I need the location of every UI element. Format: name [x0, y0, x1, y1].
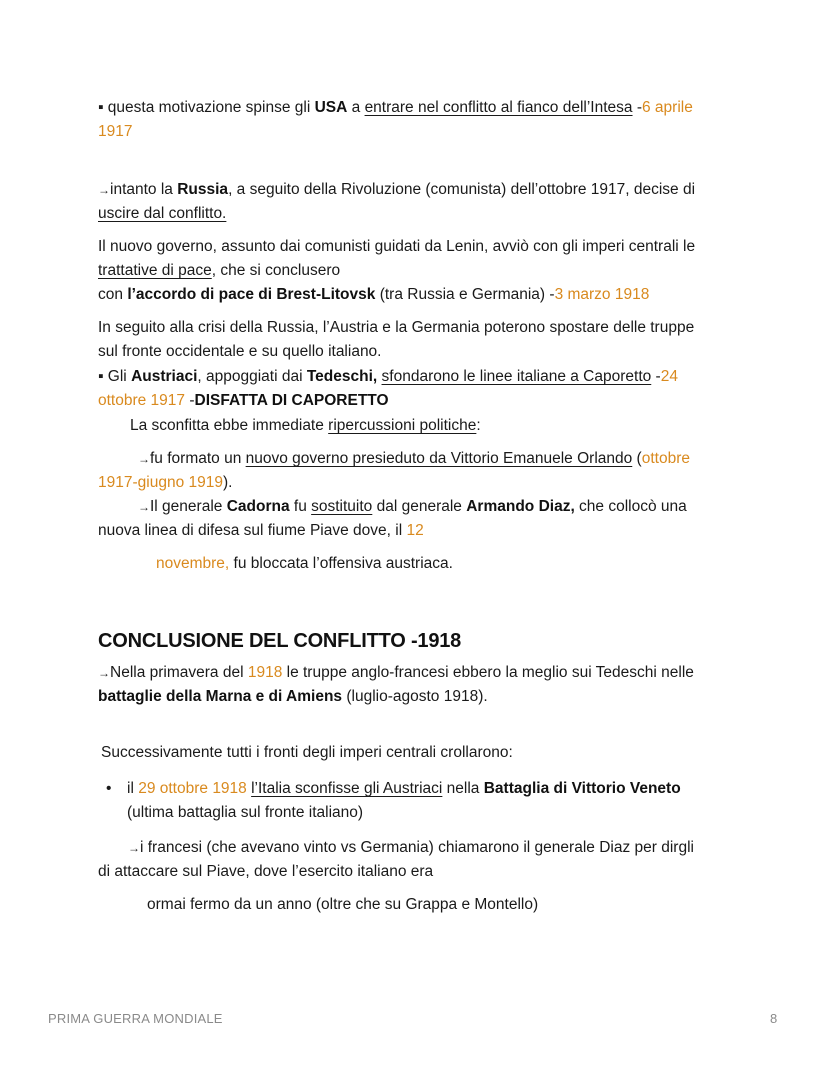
crisis-line: In seguito alla crisi della Russia, l’Austria e la Germania poterono spostare delle truppe [98, 319, 695, 336]
date-text: 29 ottobre 1918 [138, 780, 247, 797]
text: (luglio-agosto 1918). [342, 688, 488, 705]
spring-1918-line [98, 662, 694, 684]
underlined-text: trattative di pace [98, 262, 212, 279]
caporetto-line [98, 366, 678, 388]
footer-title: PRIMA GUERRA MONDIALE [48, 1011, 223, 1026]
text: (tra Russia e Germania) - [375, 286, 555, 303]
usa-date-line: 1917 [98, 123, 133, 140]
text: ). [222, 474, 233, 491]
consequences-line [130, 415, 481, 437]
keyword-cadorna: Cadorna [226, 498, 290, 515]
date-text: ottobre [641, 450, 690, 467]
date-text: 1917-giugno 1919 [98, 474, 223, 491]
text: ( [632, 450, 642, 467]
underlined-text: l’Italia sconfisse gli Austriaci [251, 780, 443, 797]
disfatta-line [98, 390, 389, 412]
last-battle-line: (ultima battaglia sul fronte italiano) [127, 804, 364, 821]
underlined-text: entrare nel conflitto al fianco dell’Intesa [364, 99, 633, 116]
text: a [347, 99, 365, 116]
arrow-icon: → [98, 666, 110, 680]
usa-line [98, 97, 693, 119]
text: il [127, 780, 139, 797]
text: fu formato un [150, 450, 246, 467]
underlined-text: sostituito [311, 498, 373, 515]
arrow-icon: → [138, 500, 150, 514]
keyword-diaz: Armando Diaz, [466, 498, 575, 515]
text: , che si conclusero [211, 262, 341, 279]
text: - [185, 392, 195, 409]
gov-line: Il nuovo governo, assunto dai comunisti guidati da Lenin, avviò con gli imperi centrali le [98, 238, 696, 255]
text: - [632, 99, 642, 116]
orlando-line [138, 448, 690, 470]
date-text: 24 [660, 368, 678, 385]
keyword-austriaci: Austriaci [131, 368, 198, 385]
date-text: 6 aprile [642, 99, 693, 116]
text: le truppe anglo-francesi ebbero la meglio sui Tedeschi nelle [282, 664, 694, 681]
text: che collocò una [574, 498, 687, 515]
text: dal generale [372, 498, 467, 515]
date-text: 1918 [247, 664, 283, 681]
keyword-tedeschi: Tedeschi, [306, 368, 378, 385]
date-text: novembre, [156, 555, 230, 572]
orlando-dates-line [98, 472, 232, 494]
text: ▪ Gli [98, 368, 132, 385]
date-text: 3 marzo 1918 [554, 286, 650, 303]
keyword-russia: Russia [177, 181, 229, 198]
text: Il generale [150, 498, 227, 515]
underlined-text: nuovo governo presieduto da Vittorio Emanuele Orlando [245, 450, 633, 467]
text: i francesi (che avevano vinto vs Germania) chiamarono il generale Diaz per dirgli [140, 839, 694, 856]
arrow-icon: → [98, 183, 110, 197]
text: ▪ questa motivazione spinse gli [98, 99, 315, 116]
bullet-icon: • [106, 780, 112, 797]
collapse-line: Successivamente tutti i fronti degli imperi centrali crollarono: [101, 744, 513, 761]
date-text: 12 [406, 522, 424, 539]
cadorna-line [138, 496, 687, 518]
text: con [98, 286, 128, 303]
peace-talks-line [98, 260, 340, 282]
piave-line [98, 520, 424, 542]
text: , appoggiati dai [197, 368, 307, 385]
date-text: ottobre 1917 [98, 392, 186, 409]
text: intanto la [110, 181, 178, 198]
marna-amiens-line [98, 686, 488, 708]
stalled-line: ormai fermo da un anno (oltre che su Grappa e Montello) [147, 896, 539, 913]
arrow-icon: → [128, 841, 140, 855]
vittorio-veneto-line [127, 778, 681, 800]
piave-attack-line: di attaccare sul Piave, dove l’esercito italiano era [98, 863, 434, 880]
keyword-battles: battaglie della Marna e di Amiens [98, 688, 343, 705]
keyword-battle: Battaglia di Vittorio Veneto [483, 780, 681, 797]
exit-conflict-line: uscire dal conflitto. [98, 205, 227, 222]
keyword-treaty: l’accordo di pace di Brest-Litovsk [127, 286, 376, 303]
text: fu bloccata l’offensiva austriaca. [229, 555, 453, 572]
text: - [651, 368, 661, 385]
underlined-text: ripercussioni politiche [328, 417, 477, 434]
russia-line [98, 179, 695, 201]
fronts-line: sul fronte occidentale e su quello italiano. [98, 343, 382, 360]
text: : [476, 417, 481, 434]
french-line [128, 837, 694, 859]
offensive-blocked-line [156, 553, 453, 575]
text: fu [289, 498, 312, 515]
page-number: 8 [770, 1011, 778, 1026]
underlined-text: sfondarono le linee italiane a Caporetto [381, 368, 652, 385]
section-heading: CONCLUSIONE DEL CONFLITTO -1918 [98, 630, 462, 652]
text: nuova linea di difesa sul fiume Piave dove, il [98, 522, 407, 539]
keyword-usa: USA [314, 99, 348, 116]
text: nella [442, 780, 484, 797]
text: La sconfitta ebbe immediate [130, 417, 329, 434]
text: , a seguito della Rivoluzione (comunista) dell’ottobre 1917, decise di [228, 181, 696, 198]
text: Nella primavera del [110, 664, 248, 681]
brest-litovsk-line [98, 284, 649, 306]
keyword-disfatta: DISFATTA DI CAPORETTO [194, 392, 389, 409]
arrow-icon: → [138, 452, 150, 466]
